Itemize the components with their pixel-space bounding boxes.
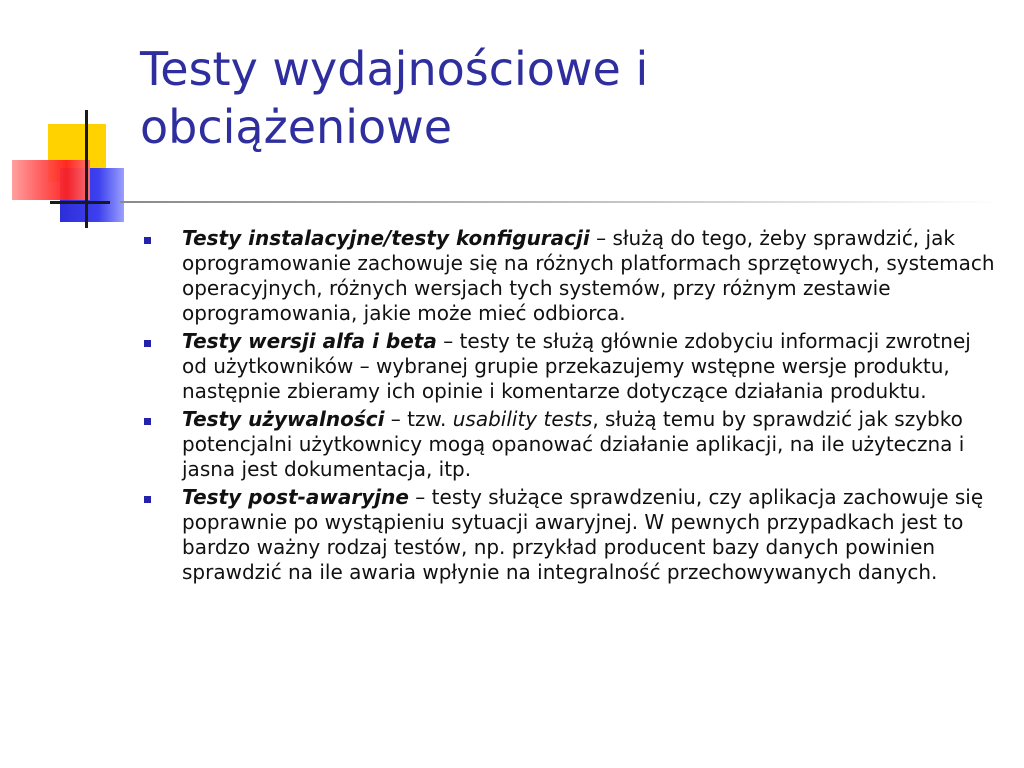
item-text-before: – tzw. [384,407,453,431]
item-term: Testy używalności [182,407,385,431]
bullet-list [140,226,1000,588]
item-emphasis: usability tests [452,407,593,431]
list-item [140,329,1000,404]
slide-title: Testy wydajnościowe i obciążeniowe [140,42,649,154]
item-text: – testy służące sprawdzeniu, czy aplikacja zachowuje się poprawnie po wystąpieniu sytuacji awaryjnej. W pewnych przypadkach jest to bardzo ważny rodzaj testów, np. przykład producent bazy danych powinien sprawdzić na ile awaria wpłynie na integralność przechowywanych danych. [182,485,984,584]
item-term: Testy instalacyjne/testy konfiguracji [182,226,590,250]
square-bullet-icon [144,496,151,503]
logo-red-bar [12,160,90,200]
square-bullet-icon [144,340,151,347]
item-text: , służą temu by sprawdzić jak szybko potencjalni użytkownicy mogą opanować działanie aplikacji, na ile użyteczna i jasna jest dokumentacja, itp. [182,407,965,481]
logo-vertical-line [85,110,88,228]
list-item [140,226,1000,326]
item-term: Testy wersji alfa i beta [182,329,437,353]
item-text: – służą do tego, żeby sprawdzić, jak oprogramowanie zachowuje się na różnych platformach sprzętowych, systemach operacyjnych, różnych wersjach tych systemów, przy różnym zestawie oprogramowania, jakie może mieć odbiorca. [182,226,995,325]
item-text: – testy te służą głównie zdobyciu informacji zwrotnej od użytkowników – wybranej grupie przekazujemy wstępne wersje produktu, następnie zbieramy ich opinie i komentarze dotyczące działania produktu. [182,329,971,403]
list-item [140,485,1000,585]
office-squares-logo [0,0,150,240]
title-divider [120,201,1000,203]
square-bullet-icon [144,237,151,244]
list-item [140,407,1000,482]
logo-horizontal-line [50,201,110,204]
square-bullet-icon [144,418,151,425]
item-term: Testy post-awaryjne [182,485,409,509]
